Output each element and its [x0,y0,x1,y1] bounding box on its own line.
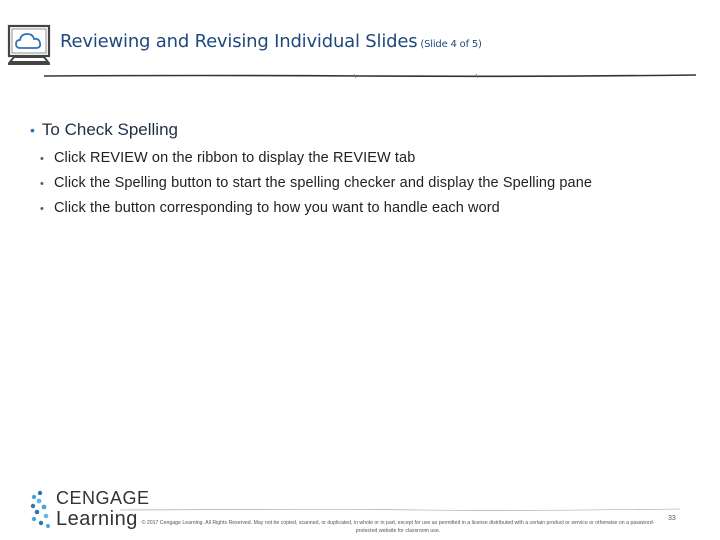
sub-bullet [40,175,700,191]
copyright-notice: © 2017 Cengage Learning. All Rights Reserved. May not be copied, scanned, or duplicated, in whole or in part, except for use as permitted in a license distributed with a certain product or service or otherwise on a password-protected website for classroom use. [141,520,655,534]
logo-wordmark-top: CENGAGE [56,488,150,508]
bullet-dot-icon: • [30,122,35,138]
cloud-laptop-icon [6,22,52,70]
bullet-dot-icon: • [40,153,44,165]
bullet-dot-icon: • [40,203,44,215]
title-underline [44,73,696,79]
footer-divider [120,508,680,512]
slide-body [30,120,700,225]
sub-bullet-text: Click REVIEW on the ribbon to display the REVIEW tab [53,150,416,166]
slide-title [60,31,482,52]
sub-bullet [40,200,700,216]
slide-counter: (Slide 4 of 5) [420,39,482,50]
sub-bullet-text: Click the Spelling button to start the spelling checker and display the Spelling pane [53,175,593,191]
page-number: 33 [668,515,676,522]
sub-bullet-list [30,150,700,216]
sub-bullet-text: Click the button corresponding to how you want to handle each word [53,200,500,216]
main-bullet-text: To Check Spelling [41,120,178,139]
slide-title-text: Reviewing and Revising Individual Slides [60,31,418,52]
sub-bullet [40,150,700,166]
main-bullet [30,120,700,140]
bullet-dot-icon: • [40,178,44,190]
logo-wordmark-bottom: Learning [56,508,138,530]
